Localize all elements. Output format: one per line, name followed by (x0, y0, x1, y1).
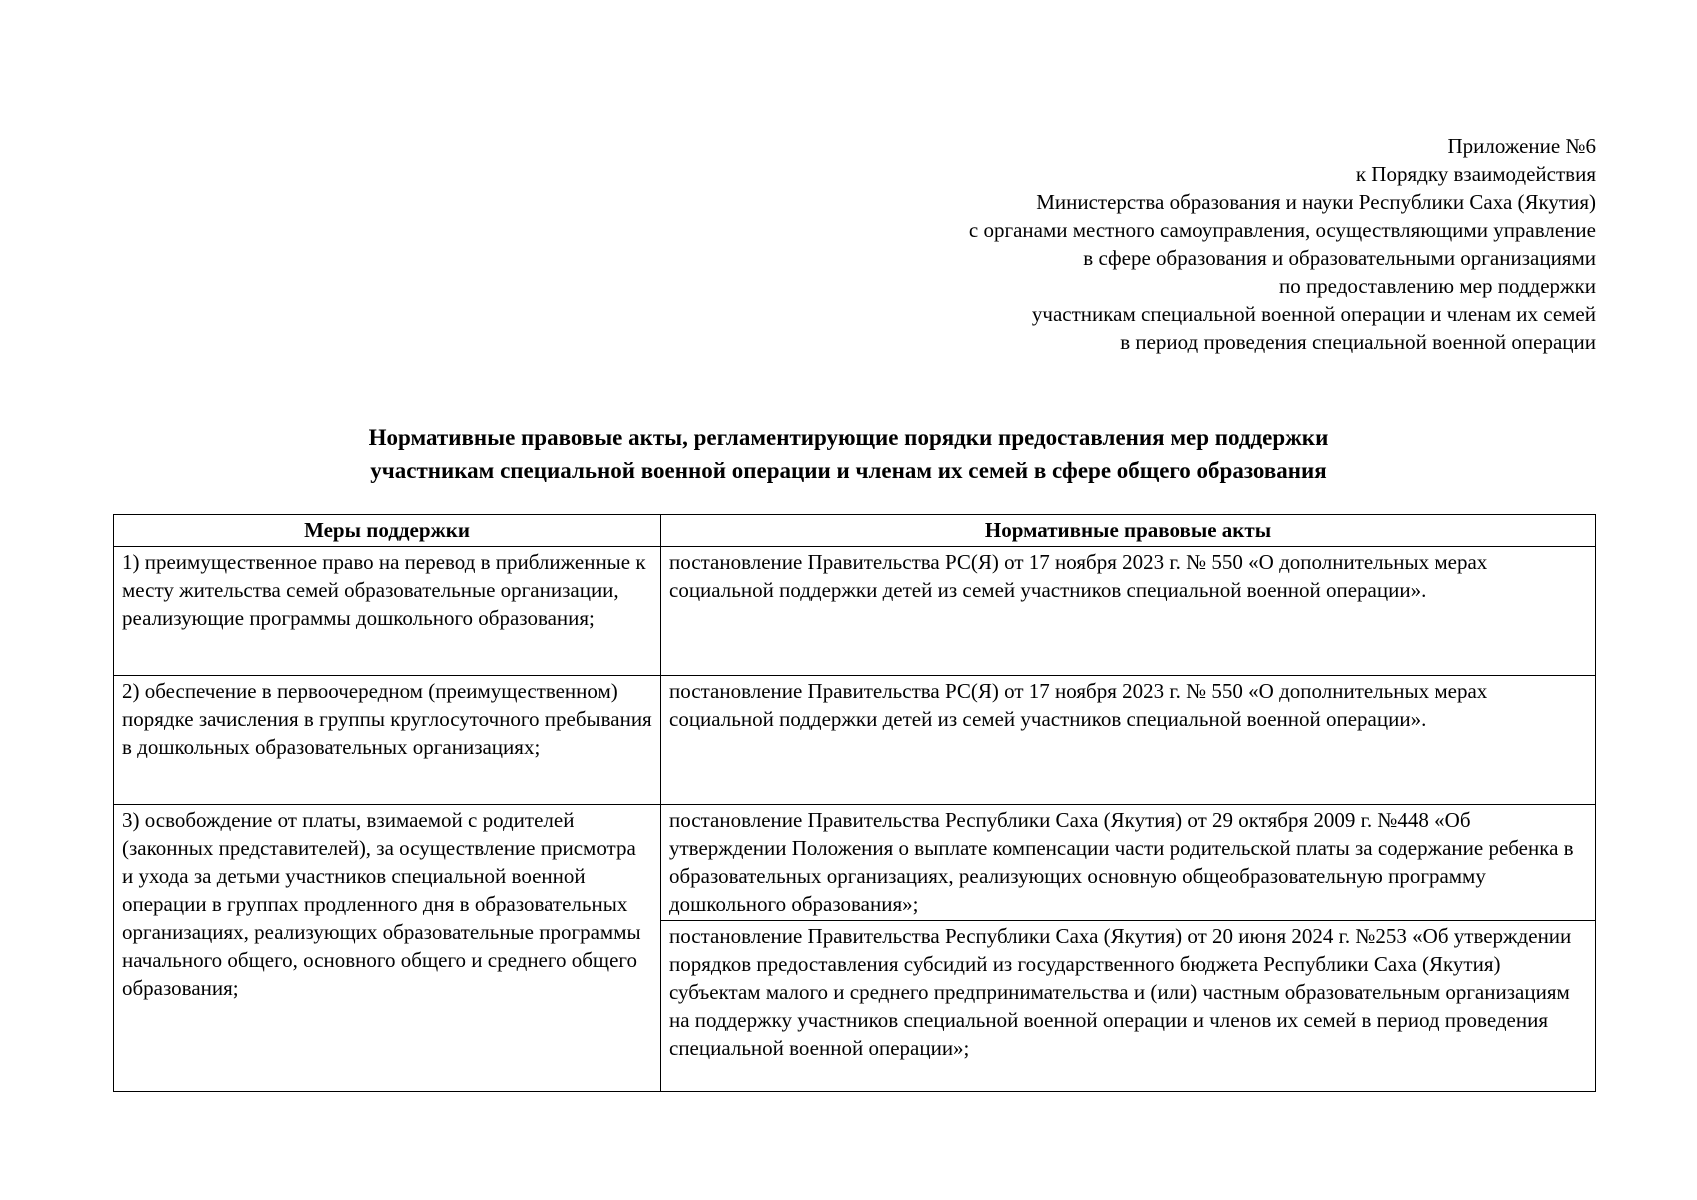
table-row (114, 547, 1596, 676)
appendix-line: Министерства образования и науки Республики Саха (Якутия) (1036, 190, 1596, 214)
act-cell: постановление Правительства РС(Я) от 17 ноября 2023 г. № 550 «О дополнительных мерах социальной поддержки детей из семей участников специальной военной операции». (661, 676, 1596, 805)
appendix-line: в период проведения специальной военной операции (1120, 330, 1596, 354)
measure-cell: 3) освобождение от платы, взимаемой с родителей (законных представителей), за осуществление присмотра и ухода за детьми участников специальной военной операции в группах продленного дня в образовательных организациях, реализующих образовательные программы начального общего, основного общего и среднего общего образования; (114, 805, 661, 1092)
appendix-line: участникам специальной военной операции и членам их семей (1031, 302, 1596, 326)
column-header-measures: Меры поддержки (114, 515, 661, 547)
table-row (114, 805, 1596, 921)
document-title-line: Нормативные правовые акты, регламентирующие порядки предоставления мер поддержки (368, 425, 1329, 450)
table-header-row (114, 515, 1596, 547)
act-cell: постановление Правительства Республики Саха (Якутия) от 20 июня 2024 г. №253 «Об утверждении порядков предоставления субсидий из государственного бюджета Республики Саха (Якутия) субъектам малого и среднего предпринимательства и (или) частным образовательным организациям на поддержку участников специальной военной операции и членов их семей в период проведения специальной военной операции»; (661, 921, 1596, 1092)
appendix-line: по предоставлению мер поддержки (1278, 274, 1596, 298)
support-measures-table (113, 514, 1596, 1092)
appendix-line: с органами местного самоуправления, осуществляющими управление (968, 218, 1596, 242)
measure-cell: 2) обеспечение в первоочередном (преимущественном) порядке зачисления в группы круглосуточного пребывания в дошкольных образовательных организациях; (114, 676, 661, 805)
appendix-line: к Порядку взаимодействия (1355, 162, 1596, 186)
table-row (114, 676, 1596, 805)
column-header-acts: Нормативные правовые акты (661, 515, 1596, 547)
measure-cell: 1) преимущественное право на перевод в приближенные к месту жительства семей образовательные организации, реализующие программы дошкольного образования; (114, 547, 661, 676)
appendix-line: в сфере образования и образовательными организациями (1083, 246, 1596, 270)
appendix-line: Приложение №6 (1447, 134, 1596, 158)
document-title-line: участникам специальной военной операции и членам их семей в сфере общего образования (370, 458, 1327, 483)
act-cell: постановление Правительства Республики Саха (Якутия) от 29 октября 2009 г. №448 «Об утверждении Положения о выплате компенсации части родительской платы за содержание ребенка в образовательных организациях, реализующих основную общеобразовательную программу дошкольного образования»; (661, 805, 1596, 921)
appendix-header (696, 132, 1596, 356)
document-title (0, 421, 1697, 487)
act-cell: постановление Правительства РС(Я) от 17 ноября 2023 г. № 550 «О дополнительных мерах социальной поддержки детей из семей участников специальной военной операции». (661, 547, 1596, 676)
